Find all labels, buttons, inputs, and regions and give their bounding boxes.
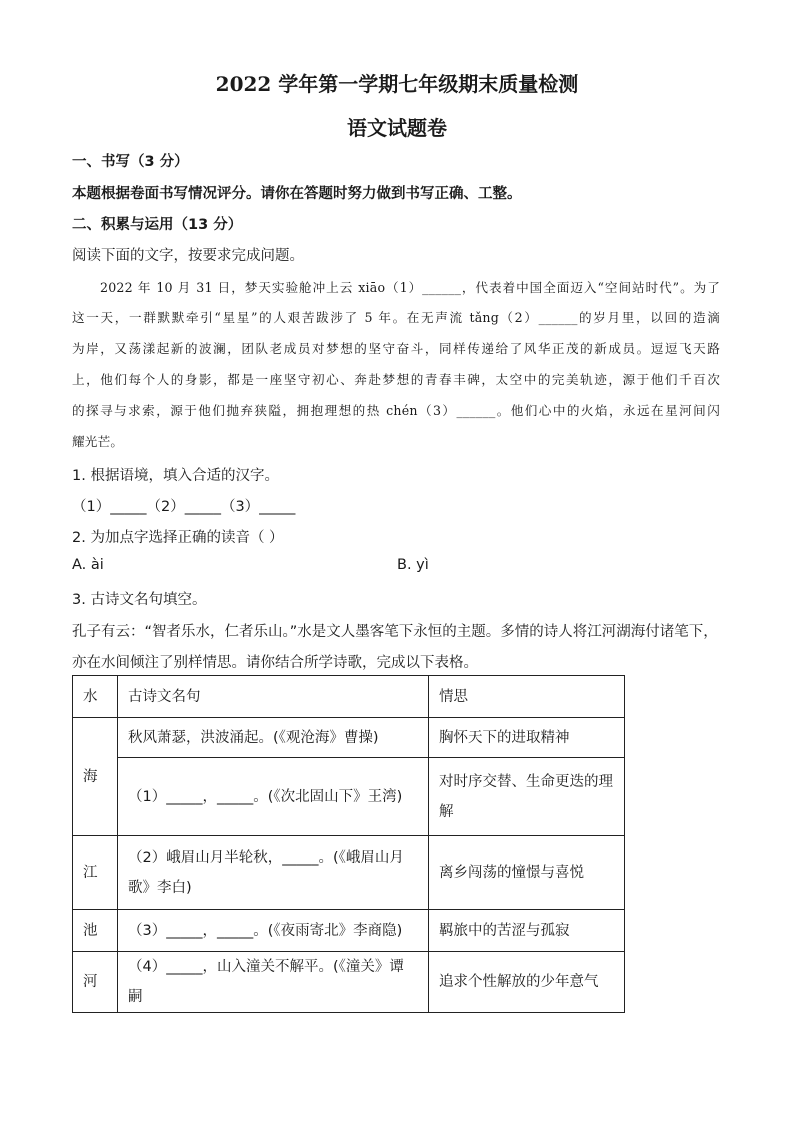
table-row [73,836,625,910]
reading-prompt: 阅读下面的文字，按要求完成问题。 [72,248,304,264]
table-row [73,910,625,952]
table-row [73,718,625,758]
header-water: 水 [73,676,118,718]
water-pond: 池 [73,910,118,952]
option-a[interactable]: A. ài [72,557,104,573]
feeling-cell: 羁旅中的苦涩与孤寂 [429,910,625,952]
question-2: 2. 为加点字选择正确的读音（ ） [72,530,284,546]
verse-cell[interactable]: （3）_____，_____。(《夜雨寄北》李商隐) [118,910,429,952]
verse-cell[interactable] [118,836,429,910]
passage-line: 2022 年 10 月 31 日，梦天实验舱冲上云 xiāo（1）______，代表着中国全面迈入“空间站时代”。为了 [100,280,720,295]
passage-line: 为岸，又荡漾起新的波澜，团队老成员对梦想的坚守奋斗，同样传递给了风华正茂的新成员。逗逗飞天路 [72,341,720,356]
poetry-table [72,675,625,1013]
section-2-heading: 二、积累与运用（13 分） [72,217,243,233]
header-verse: 古诗文名句 [118,676,429,718]
header-feeling: 情思 [429,676,625,718]
verse-text: （2）峨眉山月半轮秋，_____。(《峨眉山月 [128,849,404,866]
feeling-text: 对时序交替、生命更迭的理 [439,773,613,790]
exam-title: 2022 学年第一学期七年级期末质量检测 [215,72,579,96]
passage-line: 耀光芒。 [72,434,124,449]
feeling-cell: 离乡闯荡的憧憬与喜悦 [429,836,625,910]
option-b[interactable]: B. yì [397,557,429,573]
feeling-cell [429,758,625,836]
feeling-text: 解 [439,803,454,820]
question-3-intro: 亦在水间倾注了别样情思。请你结合所学诗歌，完成以下表格。 [72,655,478,671]
question-3-intro: 孔子有云：“智者乐水，仁者乐山。”水是文人墨客笔下永恒的主题。多情的诗人将江河湖海付诸笔下， [72,624,718,640]
passage-line: 的探寻与求索，源于他们抛弃狭隘，拥抱理想的热 chén（3）______。他们心中的火焰，永远在星河间闪 [72,403,720,418]
water-he: 河 [73,952,118,1013]
verse-cell: 秋风萧瑟，洪波涌起。(《观沧海》曹操) [118,718,429,758]
water-sea: 海 [73,718,118,836]
section-1-instruction: 本题根据卷面书写情况评分。请你在答题时努力做到书写正确、工整。 [72,186,522,202]
question-1: 1. 根据语境，填入合适的汉字。 [72,468,279,484]
feeling-cell: 胸怀天下的进取精神 [429,718,625,758]
section-1-heading: 一、书写（3 分） [72,154,189,170]
passage-line: 上，他们每个人的身影，都是一座坚守初心、奔赴梦想的青春丰碑，太空中的完美轨迹，源于他们千百次 [72,372,720,387]
table-row [73,952,625,1013]
water-river: 江 [73,836,118,910]
table-row [73,758,625,836]
question-3: 3. 古诗文名句填空。 [72,592,207,608]
verse-text: 歌》李白) [128,879,192,896]
question-1-blanks[interactable]: （1）_____（2）_____（3）_____ [72,499,296,515]
exam-subtitle: 语文试题卷 [347,116,447,140]
table-header-row [73,676,625,718]
verse-cell[interactable]: （1）_____，_____。(《次北固山下》王湾) [118,758,429,836]
verse-cell[interactable]: （4）_____，山入潼关不解平。(《潼关》谭嗣 [118,952,429,1013]
passage-line: 这一天，一群默默牵引“星星”的人艰苦跋涉了 5 年。在无声流 tǎng（2）______的岁月里，以回的造滴 [72,310,720,325]
feeling-cell: 追求个性解放的少年意气 [429,952,625,1013]
